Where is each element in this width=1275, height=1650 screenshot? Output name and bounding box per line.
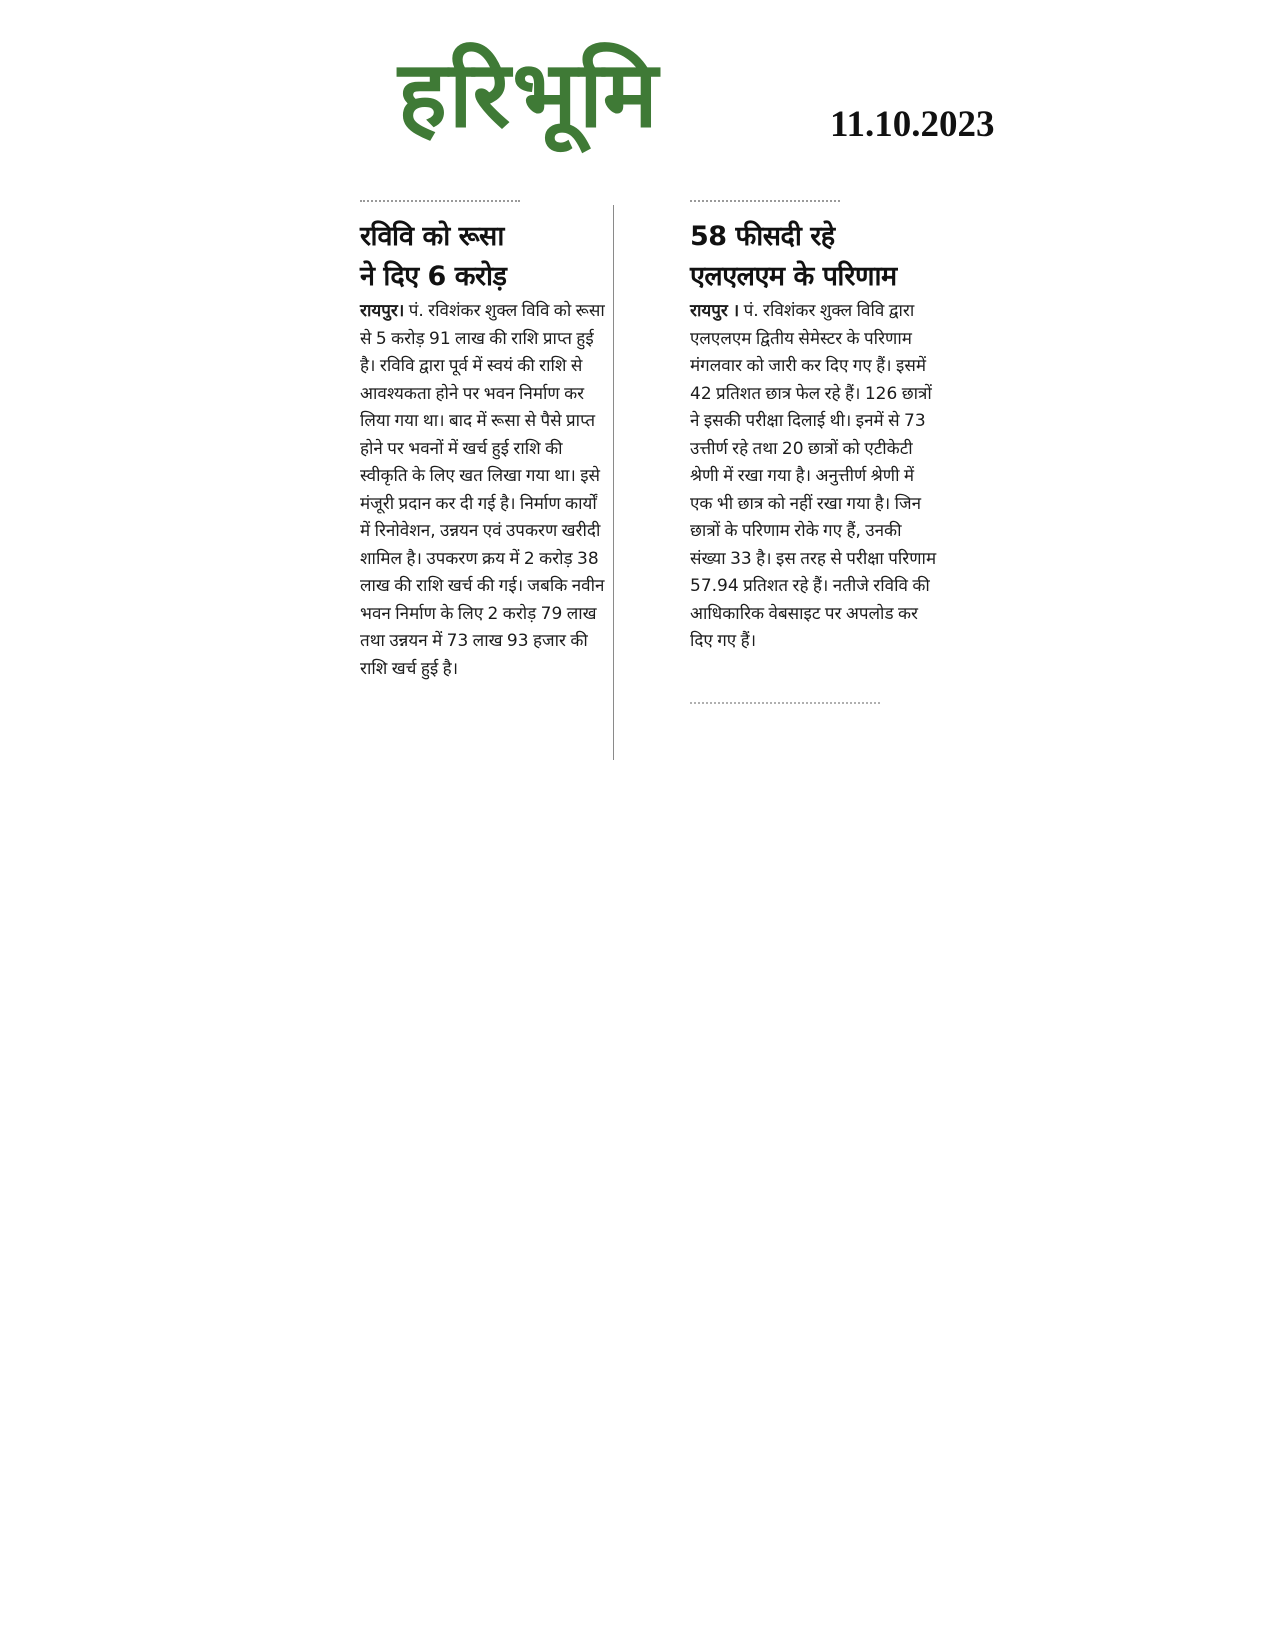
article-dateline: रायपुर। <box>360 301 405 321</box>
article-rusa-funding <box>360 218 608 683</box>
article-headline-line-2: एलएलएम के परिणाम <box>690 261 897 292</box>
clipping-edge-bottom <box>690 702 880 704</box>
column-divider <box>613 205 614 760</box>
article-llm-results <box>690 218 938 656</box>
article-body <box>690 298 938 656</box>
article-body-text: पं. रविशंकर शुक्ल विवि को रूसा से 5 करोड़ 91 लाख की राशि प्राप्त हुई है। रविवि द्वारा पूर्व में स्वयं की राशि से आवश्यकता होने पर भवन निर्माण कर लिया गया था। बाद में रूसा से पैसे प्राप्त होने पर भवनों में खर्च हुई राशि की स्वीकृति के लिए खत लिखा गया था। इसे मंजूरी प्रदान कर दी गई है। निर्माण कार्यों में रिनोवेशन, उन्नयन एवं उपकरण खरीदी शामिल है। उपकरण क्रय में 2 करोड़ 38 लाख की राशि खर्च की गई। जबकि नवीन भवन निर्माण के लिए 2 करोड़ 79 लाख तथा उन्नयन में 73 लाख 93 हजार की राशि खर्च हुई है। <box>360 301 605 679</box>
article-headline-line-1: रविवि को रूसा <box>360 221 504 252</box>
article-body-text: पं. रविशंकर शुक्ल विवि द्वारा एलएलएम द्वितीय सेमेस्टर के परिणाम मंगलवार को जारी कर दिए गए हैं। इसमें 42 प्रतिशत छात्र फेल रहे हैं। 126 छात्रों ने इसकी परीक्षा दिलाई थी। इनमें से 73 उत्तीर्ण रहे तथा 20 छात्रों को एटीकेटी श्रेणी में रखा गया है। अनुत्तीर्ण श्रेणी में एक भी छात्र को नहीं रखा गया है। जिन छात्रों के परिणाम रोके गए हैं, उनकी संख्या 33 है। इस तरह से परीक्षा परिणाम 57.94 प्रतिशत रहे हैं। नतीजे रविवि की आधिकारिक वेबसाइट पर अपलोड कर दिए गए हैं। <box>690 301 937 651</box>
article-headline-line-1: 58 फीसदी रहे <box>690 221 835 252</box>
clipping-edge-right <box>690 200 840 212</box>
article-headline-line-2: ने दिए 6 करोड़ <box>360 261 507 292</box>
newspaper-logo: हरिभूमि <box>398 41 660 148</box>
publication-date: 11.10.2023 <box>830 104 995 145</box>
clipping-edge-left <box>360 200 520 212</box>
article-body <box>360 298 608 683</box>
article-dateline: रायपुर । <box>690 301 740 321</box>
